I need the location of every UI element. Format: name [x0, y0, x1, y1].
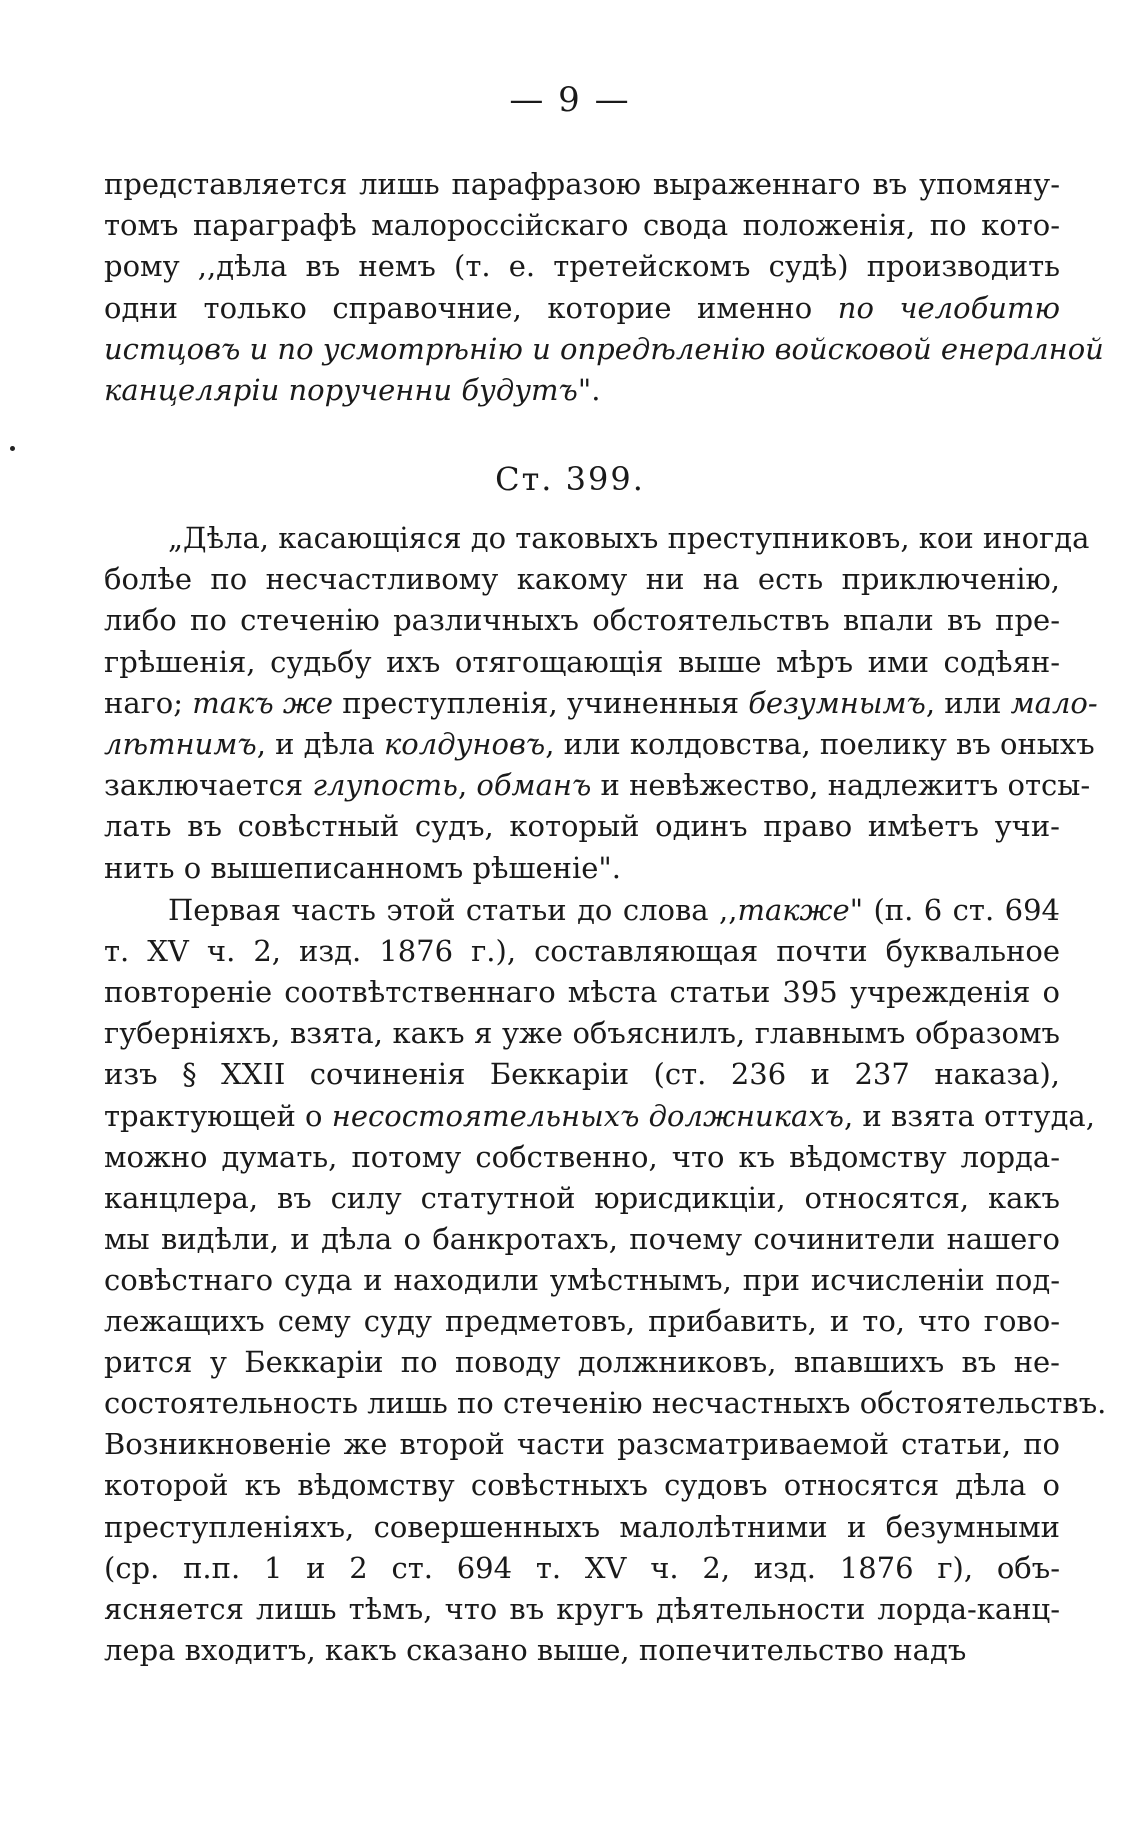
- text-run: Возникновеніе же второй части разсматриваемой статьи, по: [104, 1427, 1060, 1462]
- article-heading: Ст. 399.: [495, 460, 645, 498]
- text-line: [104, 1013, 1060, 1053]
- italic-run: также: [737, 893, 850, 927]
- text-line: [104, 806, 1060, 846]
- text-run: одни только справочние, которие именно: [104, 290, 838, 325]
- text-line: [168, 518, 1090, 558]
- text-line: [104, 288, 1060, 328]
- text-run: можно думать, потому собственно, что къ вѣдомству лорда-: [104, 1139, 1060, 1174]
- text-line: [104, 1178, 1060, 1218]
- text-run: , и дѣла: [256, 727, 384, 761]
- text-run: Первая часть этой статьи до слова ,,: [168, 893, 738, 927]
- text-run: , или: [925, 685, 1011, 720]
- text-line: [104, 765, 1091, 805]
- text-run: трактующей о: [104, 1098, 332, 1133]
- text-run: изъ § XXII сочиненія Беккаріи (ст. 236 и 237 наказа),: [104, 1057, 1060, 1092]
- text-run: наго;: [104, 685, 193, 720]
- text-run: грѣшенія, судьбу ихъ отягощающія выше мѣръ ими содѣян-: [104, 644, 1060, 679]
- text-run: рится у Беккаріи по поводу должниковъ, впавшихъ въ не-: [104, 1345, 1060, 1380]
- text-line: [104, 848, 1060, 888]
- text-line: [168, 890, 1060, 930]
- italic-run: мало-: [1010, 685, 1098, 720]
- italic-run: глупость: [312, 768, 458, 803]
- text-run: канцлера, въ силу статутной юрисдикціи, относятся, какъ: [104, 1180, 1060, 1215]
- text-run: нить о вышеписанномъ рѣшеніе".: [104, 850, 621, 885]
- text-line: [104, 1301, 1060, 1341]
- text-run: губерніяхъ, взята, какъ я уже объяснилъ, главнымъ образомъ: [104, 1016, 1060, 1051]
- text-line: [104, 1465, 1060, 1505]
- italic-run: канцеляріи порученни будутъ: [104, 373, 578, 407]
- text-line: [104, 1589, 1060, 1629]
- text-run: ясняется лишь тѣмъ, что въ кругъ дѣятельности лорда-канц-: [104, 1591, 1060, 1626]
- text-run: рому ,,дѣла въ немъ (т. е. третейскомъ судѣ) производить: [104, 249, 1060, 284]
- text-line: [104, 329, 1104, 369]
- text-run: лежащихъ сему суду предметовъ, прибавить, и то, что гово-: [104, 1304, 1060, 1338]
- text-run: либо по стеченію различныхъ обстоятельствъ впали въ пре-: [104, 603, 1060, 638]
- text-run: мы видѣли, и дѣла о банкротахъ, почему сочинители нашего: [104, 1221, 1060, 1256]
- text-line: [104, 724, 1095, 764]
- text-line: [104, 1383, 1107, 1423]
- italic-run: несостоятельныхъ должникахъ: [331, 1098, 844, 1133]
- text-run: болѣе по несчастливому какому ни на есть приключенію,: [104, 562, 1060, 597]
- text-line: [104, 164, 1060, 204]
- text-run: т. XV ч. 2, изд. 1876 г.), составляющая почти буквальное: [104, 934, 1060, 969]
- text-line: [104, 1054, 1060, 1094]
- text-run: которой къ вѣдомству совѣстныхъ судовъ относятся дѣла о: [104, 1468, 1060, 1503]
- text-run: и невѣжество, надлежитъ отсы-: [591, 768, 1091, 803]
- text-run: преступленіяхъ, совершенныхъ малолѣтними и безумными: [104, 1509, 1060, 1544]
- italic-run: обманъ: [476, 768, 592, 803]
- text-line: [104, 1630, 1060, 1670]
- italic-run: по челобитю: [837, 290, 1061, 325]
- text-run: совѣстнаго суда и находили умѣстнымъ, при исчисленіи под-: [104, 1262, 1060, 1297]
- text-run: состоятельность лишь по стеченію несчастныхъ обстоятельствъ.: [104, 1386, 1107, 1421]
- text-run: заключается: [104, 768, 313, 803]
- text-line: [104, 1548, 1060, 1588]
- italic-run: колдуновъ: [383, 727, 546, 761]
- text-run: , и взята оттуда,: [843, 1098, 1095, 1133]
- text-run: " (п. 6 ст. 694: [849, 893, 1060, 927]
- italic-run: такъ же: [192, 685, 334, 720]
- text-line: [104, 1342, 1060, 1382]
- text-line: [104, 600, 1060, 640]
- text-line: [104, 1096, 1095, 1136]
- text-run: томъ параграфѣ малороссійскаго свода положенія, по кото-: [104, 208, 1060, 243]
- italic-run: истцовъ и по усмотрѣнію и опредѣленію войсковой енералной: [104, 331, 1104, 366]
- text-run: лать въ совѣстный судъ, который одинъ право имѣетъ учи-: [104, 809, 1060, 844]
- italic-run: безумнымъ: [748, 685, 926, 720]
- text-line: [104, 683, 1098, 723]
- text-line: [104, 559, 1060, 599]
- stray-ink-dot: [10, 446, 15, 451]
- text-line: [104, 1424, 1060, 1464]
- text-run: преступленія, учиненныя: [333, 685, 749, 720]
- text-line: [104, 370, 1060, 410]
- text-run: (ср. п.п. 1 и 2 ст. 694 т. XV ч. 2, изд. 1876 г), объ-: [104, 1550, 1060, 1585]
- text-run: повтореніе соотвѣтственнаго мѣста статьи 395 учрежденія о: [104, 975, 1060, 1010]
- text-line: [104, 1137, 1060, 1177]
- italic-run: лѣтнимъ: [104, 727, 257, 761]
- text-line: [104, 1219, 1060, 1259]
- text-run: „Дѣла, касающіяся до таковыхъ преступниковъ, кои иногда: [168, 521, 1090, 555]
- text-line: [104, 1260, 1060, 1300]
- text-line: [104, 642, 1060, 682]
- text-run: лера входитъ, какъ сказано выше, попечительство надъ: [104, 1632, 967, 1667]
- text-line: [104, 972, 1060, 1012]
- text-line: [104, 931, 1060, 971]
- text-line: [104, 1507, 1060, 1547]
- text-line: [104, 205, 1060, 245]
- text-line: [104, 246, 1060, 286]
- text-run: ".: [577, 373, 601, 407]
- page-number: — 9 —: [509, 80, 631, 120]
- text-run: ,: [457, 768, 477, 803]
- text-run: , или колдовства, поелику въ оныхъ: [545, 727, 1095, 761]
- text-run: представляется лишь парафразою выраженнаго въ упомяну-: [104, 167, 1060, 201]
